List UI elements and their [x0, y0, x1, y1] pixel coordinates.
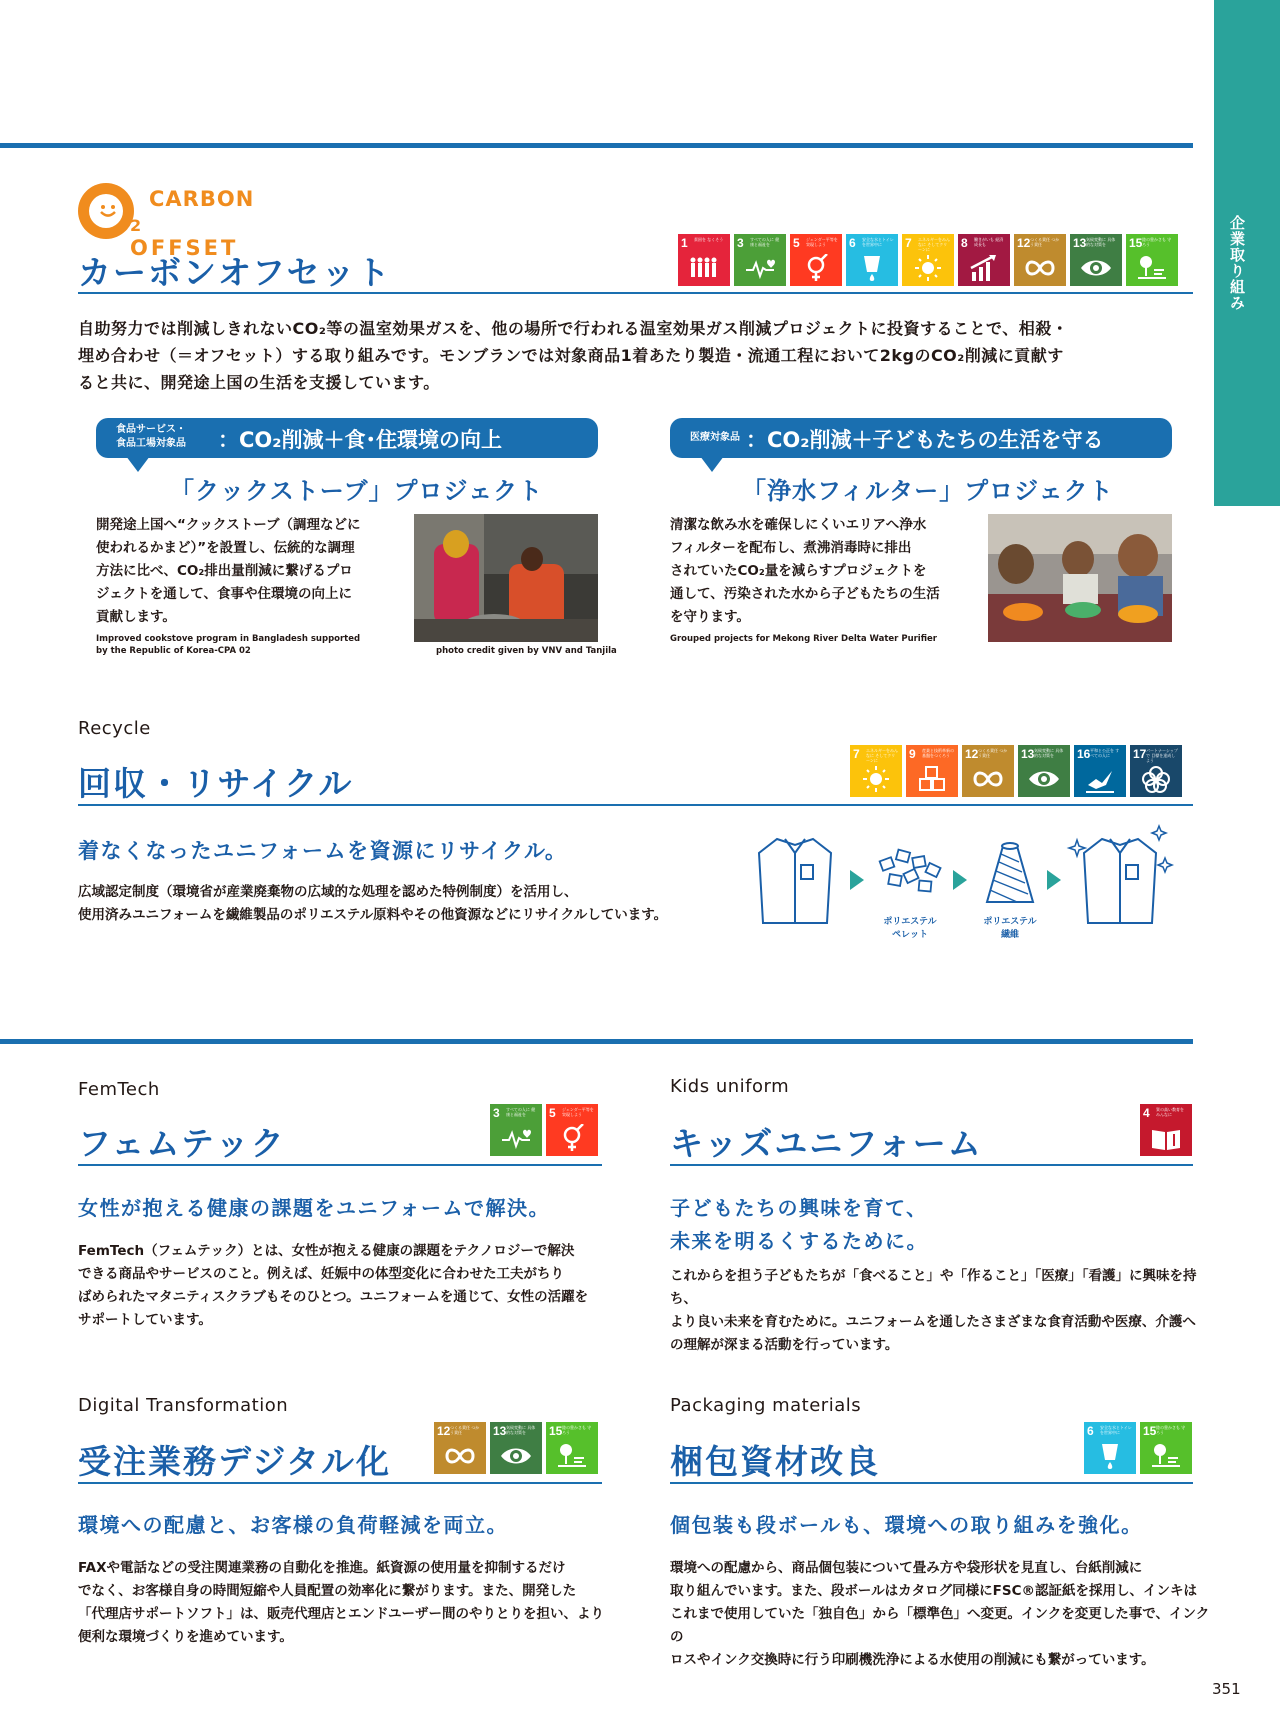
- people-icon: [688, 254, 720, 282]
- sdg-goal-3-badge: [734, 234, 786, 286]
- cubes-icon: [916, 765, 948, 793]
- sdg-goal-number: 6: [1087, 1424, 1094, 1438]
- carbon-title: カーボンオフセット: [78, 253, 392, 292]
- arrow-icon: [850, 870, 864, 890]
- sdg-goal-number: 15: [549, 1424, 563, 1438]
- intro-line: 自助努力では削減しきれないCO₂等の温室効果ガスを、他の場所で行われる温室効果ガス削減プロジェクトに投資することで、相殺・: [78, 319, 1069, 338]
- sdg-goal-number: 5: [793, 236, 800, 250]
- cookstove-photo: [414, 514, 598, 642]
- sdg-goal-number: 9: [909, 747, 916, 761]
- heartbeat-icon: [744, 254, 776, 282]
- pellet-label: ポリエステル ペレット: [883, 917, 937, 940]
- arrow-icon: [953, 870, 967, 890]
- sdg-goal-5-badge: [546, 1104, 598, 1156]
- intro-line: ると共に、開発途上国の生活を支援しています。: [78, 373, 440, 392]
- heartbeat-icon: [500, 1124, 532, 1152]
- carbon-sdg-icons: [678, 234, 1178, 286]
- bubble-heading: ：CO₂削減＋子どもたちの生活を守る: [746, 428, 1104, 452]
- packaging-lead: 個包装も段ボールも、環境への取り組みを強化。: [670, 1513, 1143, 1537]
- sdg-goal-number: 7: [905, 236, 912, 250]
- femtech-body: FemTech（フェムテック）とは、女性が抱える健康の課題をテクノロジーで解決 できる商品やサービスのこと。例えば、妊娠中の体型変化に合わせた工夫がちり ばめられたマタニティスクラブもそのひとつ。ユニフォームを通じて、女性の活躍を サポートしています。: [78, 1243, 589, 1328]
- sdg-goal-text: 質の高い教育を みんなに: [1156, 1107, 1184, 1117]
- sdg-goal-text: 陸の豊かさも 守ろう: [1142, 237, 1172, 247]
- sun-icon: [912, 254, 944, 282]
- sdg-goal-number: 13: [1021, 747, 1035, 761]
- cookstove-caption: Improved cookstove program in Bangladesh supported by the Republic of Korea-CPA 02: [96, 634, 361, 656]
- sdg-goal-number: 13: [1073, 236, 1087, 250]
- water-filter-bubble: [670, 418, 1172, 458]
- growth-icon: [968, 254, 1000, 282]
- sdg-goal-15-badge: [1140, 1422, 1192, 1474]
- tree-icon: [1136, 254, 1168, 282]
- sdg-goal-1-badge: [678, 234, 730, 286]
- sdg-goal-4-badge: [1140, 1104, 1192, 1156]
- sdg-goal-text: 安全な水とトイレ を世界中に: [862, 237, 894, 247]
- kids-en-label: Kids uniform: [670, 1076, 790, 1097]
- kids-lead: 子どもたちの興味を育て、 未来を明るくするために。: [670, 1196, 928, 1253]
- sdg-goal-number: 12: [965, 747, 979, 761]
- femtech-en-label: FemTech: [78, 1079, 160, 1100]
- packaging-title-underline: [670, 1482, 1193, 1484]
- logo-text-offset: 2 OFFSET: [130, 216, 239, 260]
- dx-title: 受注業務デジタル化: [78, 1442, 392, 1481]
- sdg-goal-13-badge: [1018, 745, 1070, 797]
- book-icon: [1150, 1124, 1182, 1152]
- sdg-goal-12-badge: [962, 745, 1014, 797]
- new-shirt-icon: [1065, 820, 1175, 935]
- sdg-goal-text: 気候変動に 具体的な対策を: [1086, 237, 1116, 247]
- sun-icon: [860, 765, 892, 793]
- carbon-offset-logo: [78, 183, 258, 260]
- sdg-goal-7-badge: [850, 745, 902, 797]
- infinity-icon: [972, 765, 1004, 793]
- sdg-goal-6-badge: [1084, 1422, 1136, 1474]
- sdg-goal-text: エネルギーをみんなに そしてクリーンに: [918, 237, 950, 252]
- sdg-goal-number: 13: [493, 1424, 507, 1438]
- sdg-goal-text: つくる責任 つかう責任: [450, 1425, 480, 1435]
- sdg-goal-text: 貧困を なくそう: [694, 237, 724, 242]
- sdg-goal-16-badge: [1074, 745, 1126, 797]
- sdg-goal-number: 12: [1017, 236, 1031, 250]
- sdg-goal-13-badge: [490, 1422, 542, 1474]
- water-icon: [1094, 1442, 1126, 1470]
- packaging-en-label: Packaging materials: [670, 1395, 862, 1416]
- sdg-goal-number: 16: [1077, 747, 1091, 761]
- dx-title-underline: [78, 1482, 602, 1484]
- pellet-icon: [875, 845, 945, 900]
- sdg-goal-15-badge: [1126, 234, 1178, 286]
- femtech-sdg-icons: [490, 1104, 598, 1156]
- packaging-title: 梱包資材改良: [670, 1442, 880, 1481]
- sdg-goal-text: 平和と公正を すべての人に: [1090, 748, 1120, 758]
- kids-title-underline: [670, 1164, 1193, 1166]
- eye-icon: [1080, 254, 1112, 282]
- sdg-goal-text: 安全な水とトイレ を世界中に: [1100, 1425, 1132, 1435]
- bubble-target-label: 食品サービス・ 食品工場対象品: [116, 424, 186, 449]
- sdg-goal-number: 4: [1143, 1106, 1150, 1120]
- eye-icon: [500, 1442, 532, 1470]
- recycle-title-underline: [78, 804, 1193, 806]
- kids-title: キッズユニフォーム: [670, 1124, 983, 1163]
- sdg-goal-number: 3: [737, 236, 744, 250]
- sdg-goal-number: 5: [549, 1106, 556, 1120]
- sdg-goal-number: 6: [849, 236, 856, 250]
- page-number: 351: [1212, 1680, 1241, 1698]
- tree-icon: [556, 1442, 588, 1470]
- bubble-tail: [700, 456, 724, 472]
- water-filter-project-title: 「浄水フィルター」プロジェクト: [742, 477, 1114, 505]
- sdg-goal-9-badge: [906, 745, 958, 797]
- carbon-intro: [78, 315, 1198, 396]
- arrow-icon: [1047, 870, 1061, 890]
- side-tab: [1214, 0, 1280, 506]
- recycle-title: 回収・リサイクル: [78, 764, 354, 803]
- logo-text-carbon: CARBON: [149, 187, 255, 211]
- gender-icon: [800, 254, 832, 282]
- carbon-title-underline: [78, 292, 1193, 294]
- sdg-goal-text: 気候変動に 具体的な対策を: [1034, 748, 1064, 758]
- sdg-goal-text: すべての人に 健康と福祉を: [750, 237, 780, 247]
- recycle-sdg-icons: [850, 745, 1182, 797]
- bubble-target-label: 医療対象品: [690, 432, 740, 443]
- dx-en-label: Digital Transformation: [78, 1395, 289, 1416]
- water-filter-photo: [988, 514, 1172, 642]
- packaging-sdg-icons: [1084, 1422, 1192, 1474]
- smile-face-icon: [98, 203, 118, 219]
- sdg-goal-13-badge: [1070, 234, 1122, 286]
- side-tab-label: 企業取り組み: [1228, 215, 1246, 311]
- sdg-goal-number: 7: [853, 747, 860, 761]
- shirt-icon: [755, 833, 835, 933]
- recycle-diagram: [755, 820, 1175, 950]
- dx-body: FAXや電話などの受注関連業務の自動化を推進。紙資源の使用量を抑制するだけ でなく、お客様自身の時間短縮や人員配置の効率化に繋がります。また、開発した 「代理店サポートソフト」は、販売代理店とエンドユーザー間のやりとりを担い、より 便利な環境づくりを進めています。: [78, 1560, 604, 1645]
- sdg-goal-text: パートナーシップで 目標を達成しよう: [1146, 748, 1178, 763]
- rings-icon: [1140, 765, 1172, 793]
- sdg-goal-text: 陸の豊かさも 守ろう: [1156, 1425, 1186, 1435]
- kids-sdg-icons: [1140, 1104, 1192, 1156]
- packaging-body: 環境への配慮から、商品個包装について畳み方や袋形状を見直し、台紙削減に 取り組んでいます。また、段ボールはカタログ同様にFSC®認証紙を採用し、インキは これまで使用していた「独自色」から「標準色」へ変更。インクを変更した事で、インクの ロスやインク交換時に行う印刷機洗浄による水使用の削減にも繋がっています。: [670, 1560, 1210, 1668]
- sdg-goal-number: 12: [437, 1424, 451, 1438]
- dx-lead: 環境への配慮と、お客様の負荷軽減を両立。: [78, 1513, 508, 1537]
- kids-body: これからを担う子どもたちが「食べること」や「作ること」「医療」「看護」に興味を持ち、 より良い未来を育むために。ユニフォームを通したさまざまな食育活動や医療、介護へ の理解が深まる活動を行っています。: [670, 1268, 1197, 1353]
- sdg-goal-text: 気候変動に 具体的な対策を: [506, 1425, 536, 1435]
- sdg-goal-12-badge: [434, 1422, 486, 1474]
- sdg-goal-number: 8: [961, 236, 968, 250]
- fiber-label: ポリエステル 繊維: [983, 917, 1037, 940]
- recycle-lead: 着なくなったユニフォームを資源にリサイクル。: [78, 839, 568, 863]
- sdg-goal-number: 3: [493, 1106, 500, 1120]
- sdg-goal-6-badge: [846, 234, 898, 286]
- sdg-goal-3-badge: [490, 1104, 542, 1156]
- eye-icon: [1028, 765, 1060, 793]
- infinity-icon: [444, 1442, 476, 1470]
- sdg-goal-text: 働きがいも 経済成長も: [974, 237, 1004, 247]
- cookstove-bubble: [96, 418, 598, 458]
- dove-icon: [1084, 765, 1116, 793]
- sdg-goal-8-badge: [958, 234, 1010, 286]
- infinity-icon: [1024, 254, 1056, 282]
- dx-sdg-icons: [434, 1422, 598, 1474]
- femtech-title: フェムテック: [78, 1124, 286, 1163]
- sdg-goal-text: ジェンダー平等を 実現しよう: [562, 1107, 594, 1117]
- sdg-goal-5-badge: [790, 234, 842, 286]
- water-filter-caption: Grouped projects for Mekong River Delta Water Purifier: [670, 634, 937, 644]
- sdg-goal-text: つくる責任 つかう責任: [978, 748, 1008, 758]
- sdg-goal-text: ジェンダー平等を 実現しよう: [806, 237, 838, 247]
- sdg-goal-17-badge: [1130, 745, 1182, 797]
- sdg-goal-7-badge: [902, 234, 954, 286]
- sdg-goal-text: 産業と技術革新の 基盤をつくろう: [922, 748, 954, 758]
- fiber-spool-icon: [975, 840, 1045, 910]
- section-rule-top: [0, 143, 1193, 148]
- recycle-body: 広域認定制度（環境省が産業廃棄物の広域的な処理を認めた特例制度）を活用し、 使用済みユニフォームを繊維製品のポリエステル原料やその他資源などにリサイクルしています。: [78, 884, 668, 923]
- water-filter-body: 清潔な飲み水を確保しにくいエリアへ浄水 フィルターを配布し、煮沸消毒時に排出 されていたCO₂量を減らすプロジェクトを 通して、汚染された水から子どもたちの生活 を守ります。: [670, 517, 940, 625]
- tree-icon: [1150, 1442, 1182, 1470]
- sdg-goal-number: 15: [1143, 1424, 1157, 1438]
- recycle-en-label: Recycle: [78, 718, 151, 739]
- cookstove-body: 開発途上国へ“クックストーブ（調理などに 使われるかまど）”を設置し、伝統的な調理 方法に比べ、CO₂排出量削減に繋げるプロ ジェクトを通して、食事や住環境の向上に 貢献します。: [96, 517, 361, 625]
- photo-credit: photo credit given by VNV and Tanjila: [436, 646, 617, 656]
- sdg-goal-text: エネルギーをみんなに そしてクリーンに: [866, 748, 898, 763]
- sdg-goal-number: 1: [681, 236, 688, 250]
- femtech-lead: 女性が抱える健康の課題をユニフォームで解決。: [78, 1196, 550, 1220]
- sdg-goal-number: 17: [1133, 747, 1147, 761]
- intro-line: 埋め合わせ（＝オフセット）する取り組みです。モンブランでは対象商品1着あたり製造・流通工程において2kgのCO₂削減に貢献す: [78, 346, 1064, 365]
- sdg-goal-number: 15: [1129, 236, 1143, 250]
- bubble-tail: [126, 456, 150, 472]
- sdg-goal-15-badge: [546, 1422, 598, 1474]
- sdg-goal-12-badge: [1014, 234, 1066, 286]
- water-icon: [856, 254, 888, 282]
- sdg-goal-text: つくる責任 つかう責任: [1030, 237, 1060, 247]
- femtech-title-underline: [78, 1164, 602, 1166]
- sdg-goal-text: 陸の豊かさも 守ろう: [562, 1425, 592, 1435]
- gender-icon: [556, 1124, 588, 1152]
- section-rule-bottom: [0, 1039, 1193, 1044]
- sdg-goal-text: すべての人に 健康と福祉を: [506, 1107, 536, 1117]
- cookstove-project-title: 「クックストーブ」プロジェクト: [170, 477, 544, 505]
- bubble-heading: ：CO₂削減＋食･住環境の向上: [218, 428, 502, 452]
